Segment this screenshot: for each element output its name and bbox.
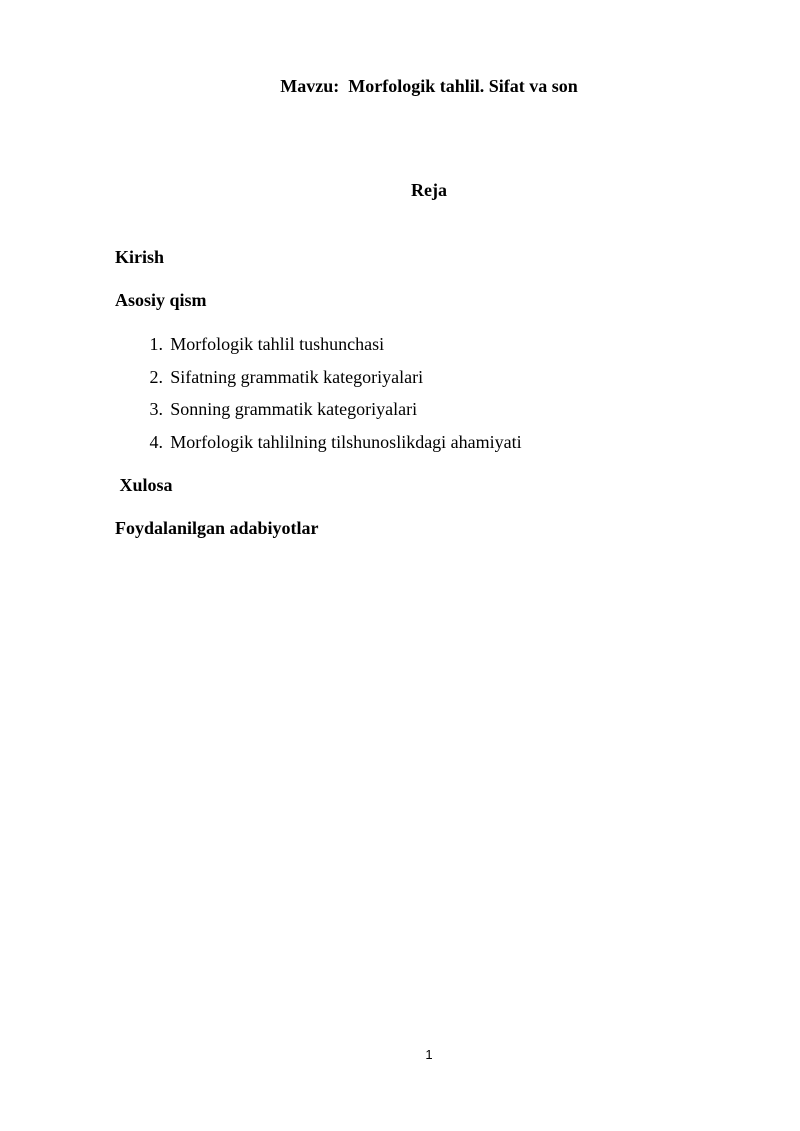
toc-item (115, 366, 522, 399)
toc-item-text: Morfologik tahlil tushunchasi (170, 334, 385, 354)
toc-item-number: 4. (149, 431, 163, 452)
page-number: 1 (425, 1047, 433, 1062)
section-references: Foydalanilgan adabiyotlar (115, 518, 319, 538)
toc-item (115, 398, 522, 431)
toc-item (115, 333, 522, 366)
toc-item-number: 1. (149, 334, 163, 354)
toc-item (115, 431, 522, 464)
toc-item-text: Sonning grammatik kategoriyalari (170, 399, 418, 419)
toc-list (115, 333, 522, 463)
toc-item-number: 2. (149, 366, 163, 387)
toc-item-text: Sifatning grammatik kategoriyalari (170, 366, 424, 387)
toc-item-text: Morfologik tahlilning tilshunoslikdagi ahamiyati (170, 431, 522, 452)
document-title: Mavzu: Morfologik tahlil. Sifat va son (280, 76, 578, 96)
plan-heading: Reja (411, 180, 447, 200)
section-conclusion: Xulosa (115, 475, 173, 495)
section-intro: Kirish (115, 247, 165, 267)
section-main-part: Asosiy qism (115, 290, 207, 310)
toc-item-number: 3. (149, 399, 163, 419)
